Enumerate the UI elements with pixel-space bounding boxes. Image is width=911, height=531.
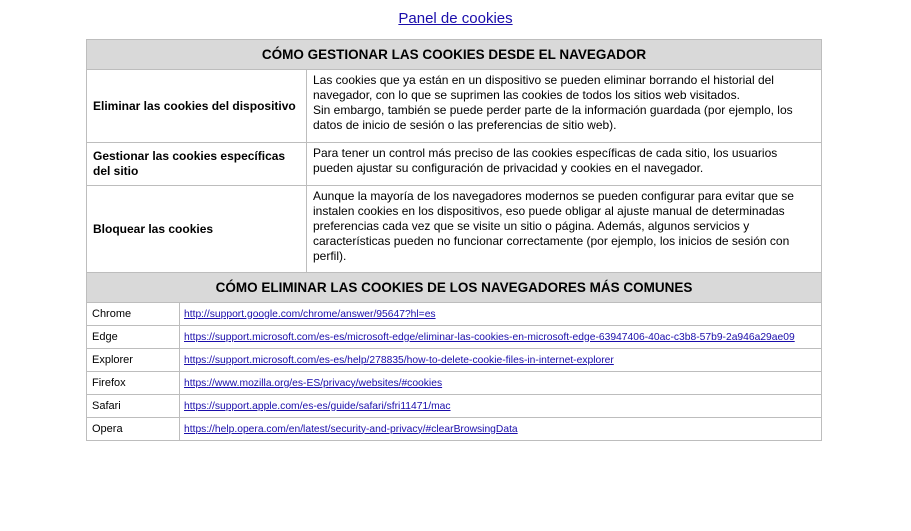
table-row: [87, 349, 822, 372]
chrome-help-link[interactable]: http://support.google.com/chrome/answer/95647?hl=es: [184, 308, 436, 320]
explorer-help-link[interactable]: https://support.microsoft.com/es-es/help/278835/how-to-delete-cookie-files-in-internet-explorer: [184, 354, 614, 366]
manage-cookies-header: CÓMO GESTIONAR LAS COOKIES DESDE EL NAVEGADOR: [87, 40, 822, 70]
row-description: Aunque la mayoría de los navegadores modernos se pueden configurar para evitar que se instalen cookies en los dispositivos, eso puede obligar al ajuste manual de determinadas preferencias cada vez que se visite un sitio o página. Además, algunos servicios y características pueden no funcionar correctamente (por ejemplo, los inicios de sesión con perfil).: [307, 186, 822, 273]
browser-name-safari: Safari: [87, 395, 180, 418]
page-title-area: [0, 10, 911, 28]
row-description: Para tener un control más preciso de las cookies específicas de cada sitio, los usuarios pueden ajustar su configuración de privacidad y cookies en el navegador.: [307, 143, 822, 186]
browser-name-firefox: Firefox: [87, 372, 180, 395]
table-row: [87, 395, 822, 418]
browser-name-chrome: Chrome: [87, 303, 180, 326]
browsers-table: [86, 272, 822, 441]
safari-help-link[interactable]: https://support.apple.com/es-es/guide/safari/sfri11471/mac: [184, 400, 451, 412]
table-row: [87, 70, 822, 143]
description-paragraph: Las cookies que ya están en un dispositivo se pueden eliminar borrando el historial del navegador, con lo que se suprimen las cookies de todos los sitios web visitados.: [313, 73, 774, 102]
row-label: Eliminar las cookies del dispositivo: [87, 70, 307, 143]
browsers-header: CÓMO ELIMINAR LAS COOKIES DE LOS NAVEGADORES MÁS COMUNES: [87, 273, 822, 303]
table-row: [87, 303, 822, 326]
cookie-panel-link[interactable]: Panel de cookies: [398, 10, 513, 27]
cookie-info-tables: [86, 39, 822, 441]
row-description: [307, 70, 822, 143]
browser-name-opera: Opera: [87, 418, 180, 441]
firefox-help-link[interactable]: https://www.mozilla.org/es-ES/privacy/websites/#cookies: [184, 377, 443, 389]
table-row: [87, 372, 822, 395]
table-row: [87, 326, 822, 349]
table-row: [87, 143, 822, 186]
edge-help-link[interactable]: https://support.microsoft.com/es-es/microsoft-edge/eliminar-las-cookies-en-microsoft-edge-63947406-40ac-c3b8-57b9-2a946a29ae09: [184, 331, 795, 343]
table-row: [87, 186, 822, 273]
table-row: [87, 418, 822, 441]
browser-name-explorer: Explorer: [87, 349, 180, 372]
description-paragraph: Sin embargo, también se puede perder parte de la información guardada (por ejemplo, los datos de inicio de sesión o las preferencias de sitio web).: [313, 103, 793, 132]
row-label: Bloquear las cookies: [87, 186, 307, 273]
browser-name-edge: Edge: [87, 326, 180, 349]
manage-cookies-table: [86, 39, 822, 273]
row-label: Gestionar las cookies específicas del sitio: [87, 143, 307, 186]
opera-help-link[interactable]: https://help.opera.com/en/latest/security-and-privacy/#clearBrowsingData: [184, 423, 518, 435]
